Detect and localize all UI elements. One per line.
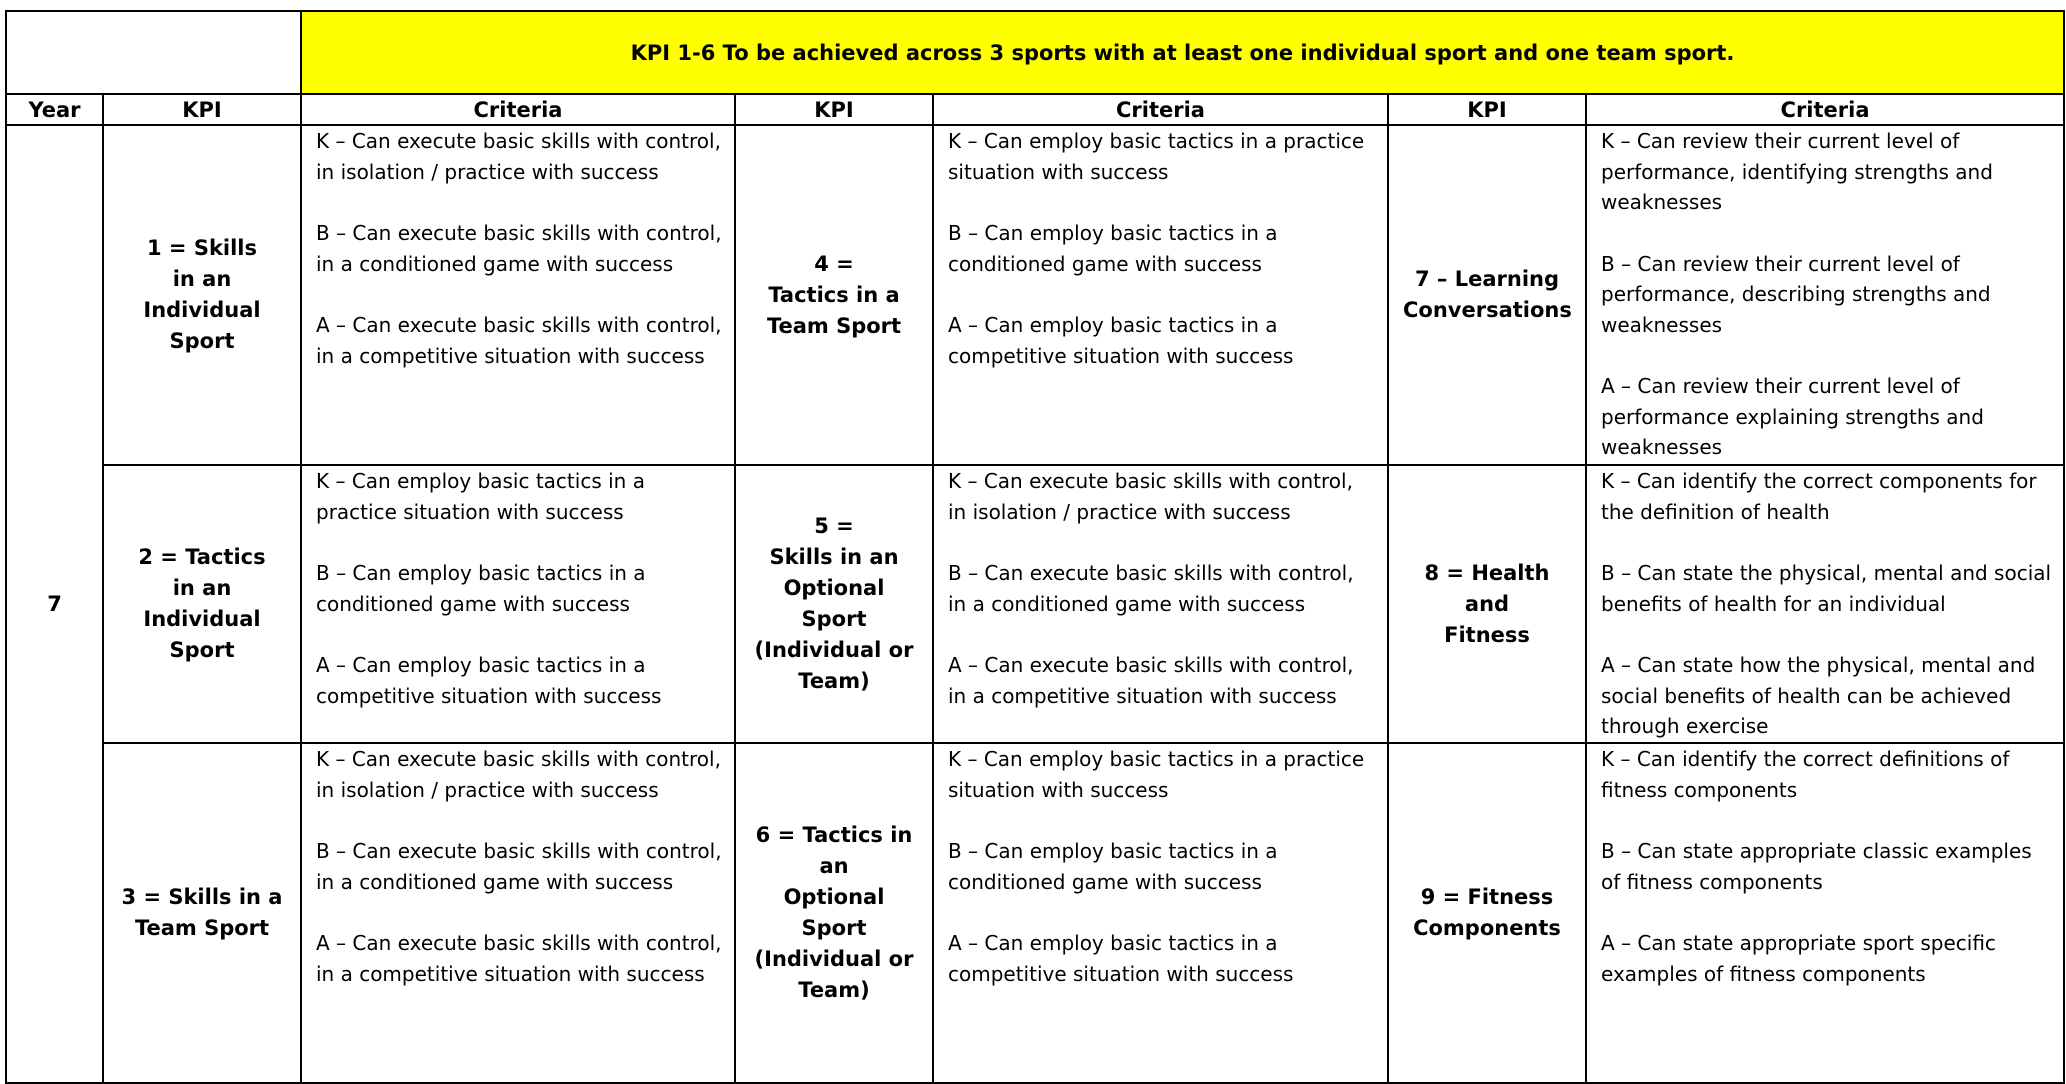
criteria-k: K – Can employ basic tactics in a practice situation with success <box>948 747 1365 802</box>
criteria-b: B – Can employ basic tactics in a conditioned game with success <box>948 839 1278 894</box>
criteria-cell <box>1586 125 2064 465</box>
header-year: Year <box>6 94 103 125</box>
header-kpi: KPI <box>1388 94 1586 125</box>
criteria-a: A – Can employ basic tactics in a competitive situation with success <box>948 931 1294 986</box>
criteria-cell <box>1586 465 2064 743</box>
criteria-k: K – Can execute basic skills with control, in isolation / practice with success <box>316 129 721 184</box>
criteria-a: A – Can review their current level of performance explaining strengths and weaknesses <box>1601 374 1984 459</box>
header-criteria: Criteria <box>1586 94 2064 125</box>
banner-blank-cell <box>6 11 301 94</box>
kpi-cell: 6 = Tactics in an Optional Sport (Individual or Team) <box>735 743 933 1083</box>
criteria-a: A – Can execute basic skills with control, in a competitive situation with success <box>948 653 1354 708</box>
criteria-cell <box>301 125 735 465</box>
header-row <box>6 94 2064 125</box>
criteria-k: K – Can execute basic skills with control, in isolation / practice with success <box>948 469 1353 524</box>
kpi-cell: 5 = Skills in an Optional Sport (Individual or Team) <box>735 465 933 743</box>
header-criteria: Criteria <box>933 94 1388 125</box>
kpi-cell: 3 = Skills in a Team Sport <box>103 743 301 1083</box>
criteria-a: A – Can state appropriate sport specific examples of fitness components <box>1601 931 1996 986</box>
criteria-k: K – Can employ basic tactics in a practice situation with success <box>316 469 645 524</box>
table-row <box>6 743 2064 1083</box>
banner-cell: KPI 1-6 To be achieved across 3 sports with at least one individual sport and one team sport. <box>301 11 2064 94</box>
header-criteria: Criteria <box>301 94 735 125</box>
kpi-criteria-table <box>5 10 2065 1084</box>
criteria-a: A – Can execute basic skills with control, in a competitive situation with success <box>316 313 722 368</box>
criteria-a: A – Can employ basic tactics in a competitive situation with success <box>948 313 1294 368</box>
criteria-k: K – Can identify the correct components for the definition of health <box>1601 469 2037 524</box>
kpi-cell: 8 = Health and Fitness <box>1388 465 1586 743</box>
kpi-cell: 2 = Tactics in an Individual Sport <box>103 465 301 743</box>
criteria-k: K – Can employ basic tactics in a practice situation with success <box>948 129 1365 184</box>
criteria-cell <box>933 743 1388 1083</box>
table-row <box>6 465 2064 743</box>
criteria-cell <box>933 465 1388 743</box>
criteria-k: K – Can identify the correct definitions of fitness components <box>1601 747 2010 802</box>
criteria-b: B – Can execute basic skills with control, in a conditioned game with success <box>316 221 722 276</box>
kpi-cell: 7 – Learning Conversations <box>1388 125 1586 465</box>
criteria-cell <box>933 125 1388 465</box>
criteria-cell <box>301 465 735 743</box>
criteria-cell <box>301 743 735 1083</box>
year-cell: 7 <box>6 125 103 1083</box>
criteria-b: B – Can employ basic tactics in a conditioned game with success <box>948 221 1278 276</box>
criteria-cell <box>1586 743 2064 1083</box>
criteria-b: B – Can review their current level of performance, describing strengths and weaknesses <box>1601 251 1991 337</box>
criteria-a: A – Can state how the physical, mental and social benefits of health can be achieved through exercise <box>1601 653 2036 738</box>
criteria-b: B – Can state the physical, mental and social benefits of health for an individual <box>1601 561 2052 616</box>
banner-row <box>6 11 2064 94</box>
criteria-b: B – Can employ basic tactics in a conditioned game with success <box>316 561 646 616</box>
criteria-b: B – Can execute basic skills with control, in a conditioned game with success <box>948 561 1354 616</box>
kpi-cell: 4 = Tactics in a Team Sport <box>735 125 933 465</box>
criteria-a: A – Can execute basic skills with control, in a competitive situation with success <box>316 931 722 986</box>
criteria-b: B – Can state appropriate classic examples of fitness components <box>1601 839 2032 894</box>
header-kpi: KPI <box>103 94 301 125</box>
kpi-cell: 1 = Skills in an Individual Sport <box>103 125 301 465</box>
criteria-k: K – Can review their current level of performance, identifying strengths and weaknesses <box>1601 129 1993 214</box>
criteria-a: A – Can employ basic tactics in a competitive situation with success <box>316 653 662 708</box>
kpi-cell: 9 = Fitness Components <box>1388 743 1586 1083</box>
header-kpi: KPI <box>735 94 933 125</box>
criteria-b: B – Can execute basic skills with control, in a conditioned game with success <box>316 839 722 894</box>
criteria-k: K – Can execute basic skills with control, in isolation / practice with success <box>316 747 721 802</box>
table-row <box>6 125 2064 465</box>
